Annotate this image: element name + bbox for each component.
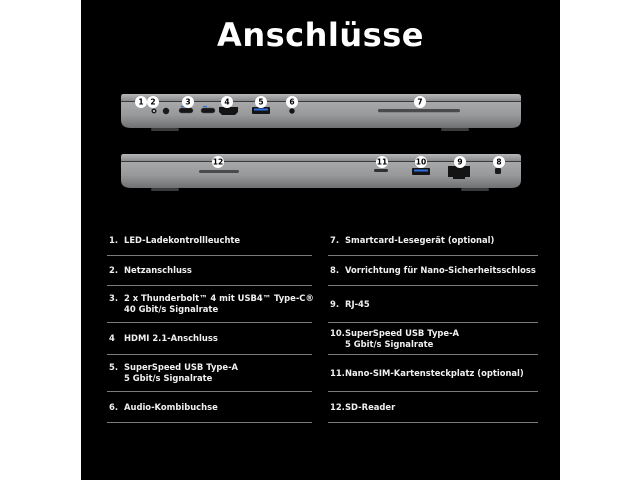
badge-9: [454, 156, 466, 168]
legend-item-line: Netzanschluss: [124, 265, 192, 275]
ports-panel: [81, 0, 560, 480]
legend-left-column: [107, 226, 312, 423]
right-side-view: [121, 154, 521, 191]
legend-item-number: 6.: [109, 402, 119, 412]
badge-7: [414, 96, 426, 108]
legend-item: [107, 355, 312, 392]
svg-text:10: 10: [415, 157, 427, 167]
laptop-side-views: [81, 80, 560, 200]
svg-text:7: 7: [417, 97, 423, 107]
svg-text:6: 6: [289, 97, 295, 107]
thunderbolt-port-2: [201, 108, 215, 113]
svg-text:8: 8: [496, 157, 502, 167]
legend-item: [107, 323, 312, 355]
page-title: Anschlüsse: [217, 16, 424, 54]
legend-item-number: 5.: [109, 362, 119, 372]
nano-sim-slot: [374, 169, 388, 172]
badge-3: [182, 96, 194, 108]
legend-item-text: [345, 328, 538, 350]
svg-text:3: 3: [185, 97, 191, 107]
legend-item-line: 5 Gbit/s Signalrate: [124, 373, 213, 383]
badge-10: [415, 156, 427, 168]
svg-text:1: 1: [138, 97, 144, 107]
left-side-view: [121, 94, 521, 131]
badge-12: [212, 156, 224, 168]
legend-item-text: [124, 362, 312, 384]
legend-item: [328, 256, 538, 286]
svg-text:11: 11: [376, 157, 388, 167]
legend-item-line: HDMI 2.1-Anschluss: [124, 333, 218, 343]
legend-item-line: Vorrichtung für Nano-Sicherheitsschloss: [345, 265, 536, 275]
legend-item-number: 4: [109, 333, 115, 343]
legend-item-line: Nano-SIM-Kartensteckplatz (optional): [345, 368, 524, 378]
legend-item-number: 3.: [109, 293, 119, 303]
legend-right-column: [328, 226, 538, 423]
smartcard-slot: [378, 109, 460, 112]
svg-text:4: 4: [224, 97, 230, 107]
badge-8: [493, 156, 505, 168]
legend-item-text: [124, 293, 312, 315]
legend-item-line: SuperSpeed USB Type-A: [345, 328, 460, 338]
legend-item: [328, 286, 538, 323]
svg-text:2: 2: [150, 97, 156, 107]
legend-item-line: RJ-45: [345, 299, 370, 309]
legend-item-line: Audio-Kombibuchse: [124, 402, 218, 412]
legend-item-number: 2.: [109, 265, 119, 275]
legend-item-text: [345, 368, 538, 379]
legend-item-number: 9.: [330, 299, 340, 309]
legend-item: [328, 392, 538, 423]
svg-text:12: 12: [212, 157, 224, 167]
legend-item-line: 40 Gbit/s Signalrate: [124, 304, 219, 314]
legend-item-line: SuperSpeed USB Type-A: [124, 362, 239, 372]
svg-text:9: 9: [457, 157, 463, 167]
legend-item-number: 1.: [109, 235, 119, 245]
hdmi-port: [219, 107, 238, 115]
legend-item-line: 2 x Thunderbolt™ 4 mit USB4™ Type-C®: [124, 293, 314, 303]
legend-item-text: [124, 402, 312, 413]
legend-item-line: LED-Ladekontrollleuchte: [124, 235, 241, 245]
legend-item: [107, 226, 312, 256]
legend-item-text: [345, 265, 538, 276]
legend-item-number: 10.: [330, 328, 345, 338]
badge-4: [221, 96, 233, 108]
legend-item-text: [124, 235, 312, 246]
legend-item-text: [345, 235, 538, 246]
legend-item-line: Smartcard-Lesegerät (optional): [345, 235, 495, 245]
power-port: [163, 108, 169, 114]
badge-11: [376, 156, 388, 168]
badge-6: [286, 96, 298, 108]
legend-item-line: SD-Reader: [345, 402, 396, 412]
nano-lock-slot: [495, 168, 501, 174]
thunderbolt-port-1: [179, 108, 193, 113]
badge-1: [135, 96, 147, 108]
legend-item-number: 8.: [330, 265, 340, 275]
legend-item-number: 7.: [330, 235, 340, 245]
legend-item: [328, 323, 538, 355]
legend-item-line: 5 Gbit/s Signalrate: [345, 339, 434, 349]
legend-item-text: [124, 333, 312, 344]
svg-text:5: 5: [258, 97, 264, 107]
legend-item: [107, 286, 312, 323]
legend-item: [107, 256, 312, 286]
badge-5: [255, 96, 267, 108]
legend-item: [328, 226, 538, 256]
legend-item-number: 11.: [330, 368, 345, 378]
badge-2: [147, 96, 159, 108]
legend-item-text: [124, 265, 312, 276]
left-lid: [121, 94, 521, 101]
legend-item-text: [345, 299, 538, 310]
legend-item: [107, 392, 312, 423]
audio-jack: [289, 108, 294, 113]
sd-reader-slot: [199, 170, 239, 173]
legend-item-number: 12.: [330, 402, 345, 412]
legend-item: [328, 355, 538, 392]
legend-item-text: [345, 402, 538, 413]
